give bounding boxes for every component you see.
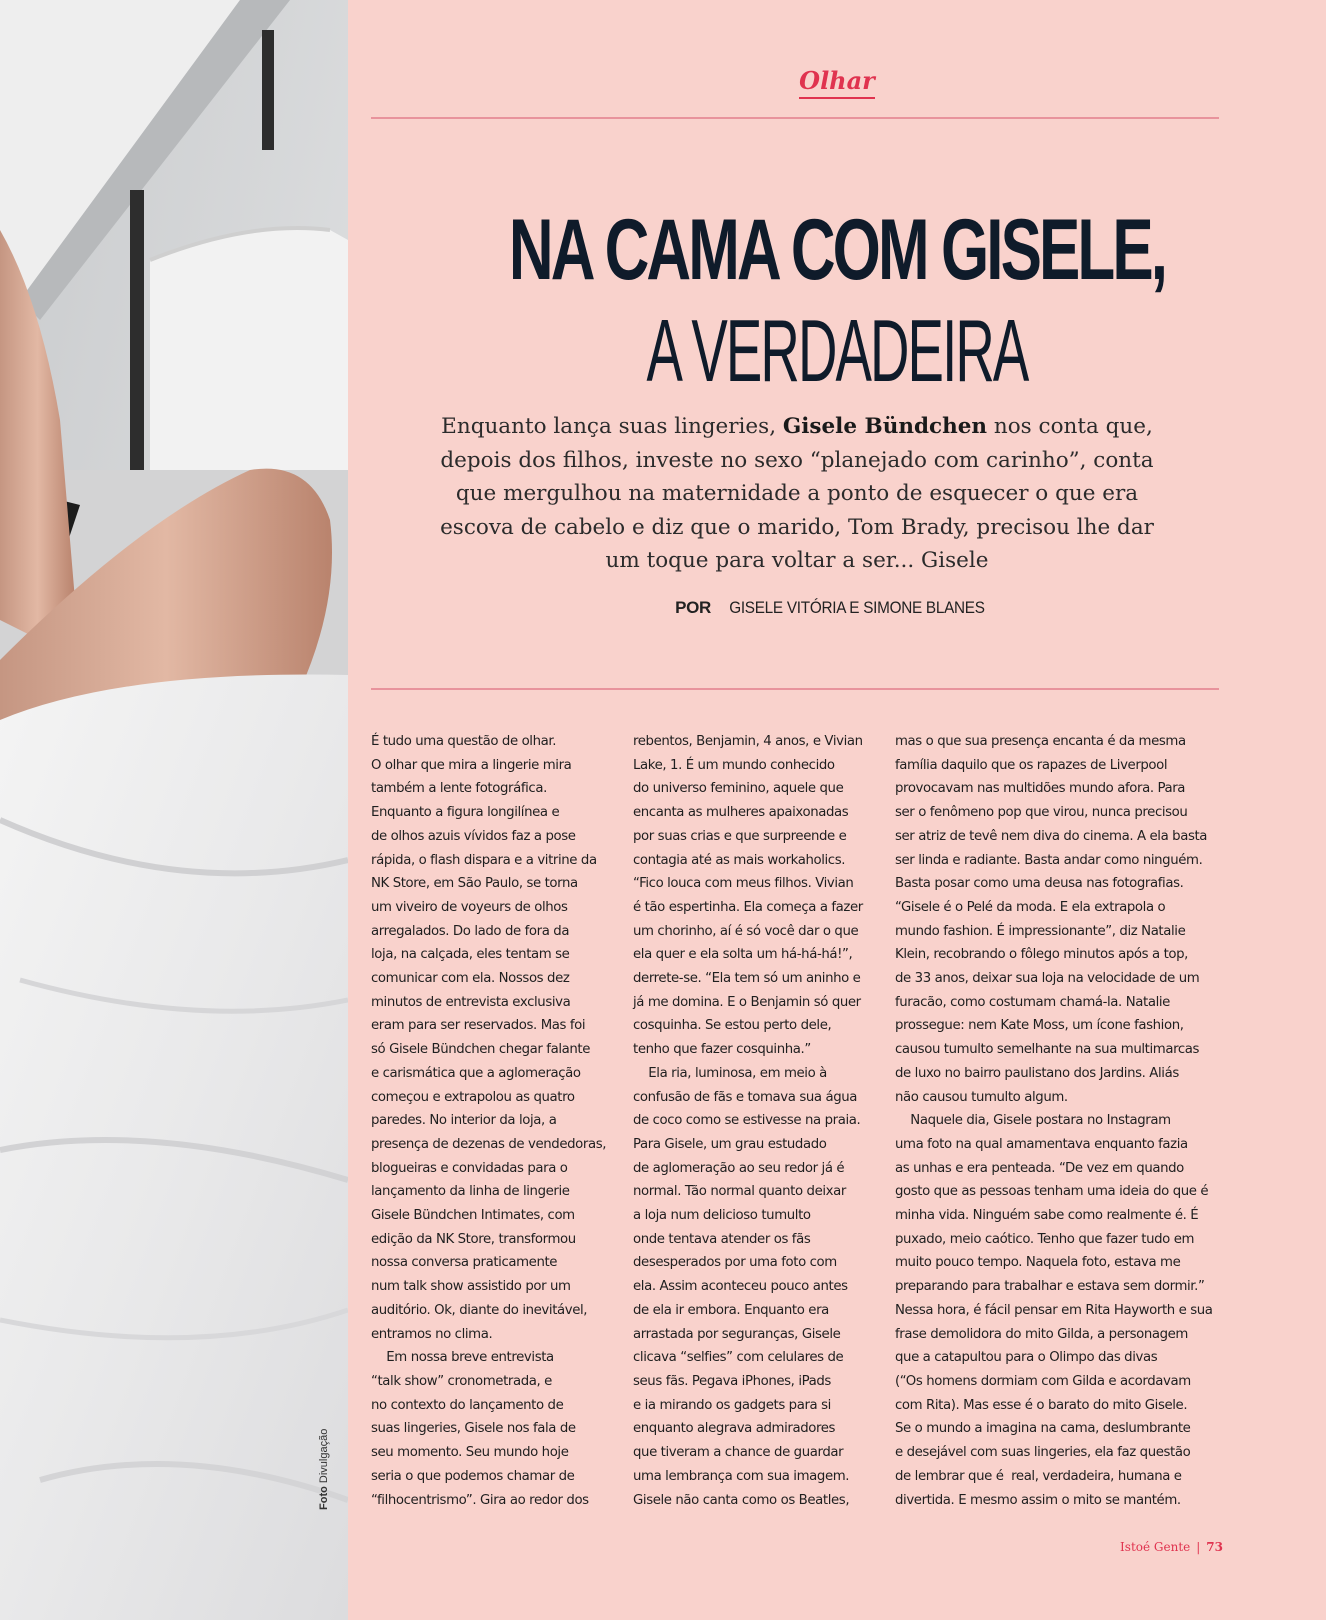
article-dek [423,410,1171,578]
body-line: seus fãs. Pegava iPhones, iPads [633,1373,831,1389]
body-line: e carismática que a aglomeração [371,1065,581,1081]
byline-prefix: POR [675,598,712,617]
body-line: nossa conversa praticamente [371,1255,558,1271]
byline [348,598,1326,618]
body-line: ser atriz de tevê nem diva do cinema. A ela basta [895,828,1208,844]
body-line: Para Gisele, um grau estudado [633,1136,827,1152]
body-line: eram para ser reservados. Mas foi [371,1018,586,1034]
body-line: “Fico louca com meus filhos. Vivian [633,876,854,892]
body-line: rebentos, Benjamin, 4 anos, e Vivian [633,734,863,749]
body-line: (“Os homens dormiam com Gilda e acordavam [895,1373,1191,1389]
body-line: ela quer e ela solta um há-há-há!”, [633,947,853,963]
headline-line-1: NA CAMA COM GISELE, [508,202,1166,298]
dek-intro: Enquanto lança suas lingeries, [441,414,777,439]
body-line: seu momento. Seu mundo hoje [371,1445,569,1461]
body-line: normal. Tão normal quanto deixar [633,1184,846,1200]
body-line: de lembrar que é real, verdadeira, humana e [895,1468,1182,1484]
body-line: uma foto na qual amamentava enquanto fazia [895,1136,1188,1152]
body-line: furacão, como costumam chamá-la. Natalie [895,994,1170,1010]
body-line: ser o fenômeno pop que virou, nunca precisou [895,805,1188,821]
body-line: edição da NK Store, transformou [371,1231,576,1247]
body-line: Enquanto a figura longilínea e [371,805,560,821]
body-line: seria o que podemos chamar de [371,1468,575,1484]
body-line: É tudo uma questão de olhar. [371,734,557,749]
body-line: de ela ir embora. Enquanto era [633,1302,829,1318]
photo-illustration [0,0,348,1620]
headline-line-2: A VERDADEIRA [646,301,1028,400]
body-line: preparando para trabalhar e estava sem dormir.” [895,1279,1205,1295]
body-line: provocavam nas multidões mundo afora. Para [895,781,1186,797]
body-line: por suas crias e que surpreende e [633,828,847,844]
body-line: derrete-se. “Ela tem só um aninho e [633,971,861,987]
body-line: lançamento da linha de lingerie [371,1184,570,1200]
dek-rest: nos conta que, depois dos filhos, investe no sexo “planejado com carinho”, conta que mergulhou na maternidade a ponto de esquecer o que era escova de cabelo e diz que o marido, Tom Brady, precisou lhe dar um toque para voltar a ser... Gisele [440,414,1154,573]
body-line: tenho que fazer cosquinha.” [633,1042,811,1058]
body-line: Klein, recobrando o fôlego minutos após a top, [895,947,1188,963]
body-line: encanta as mulheres apaixonadas [633,805,849,821]
folio-separator: | [1196,1540,1201,1554]
body-line: Ela ria, luminosa, em meio à [633,1065,827,1081]
photo-credit [318,1429,330,1510]
body-line: clicava “selfies” com celulares de [633,1350,844,1366]
body-line: suas lingeries, Gisele nos fala de [371,1421,576,1437]
body-line: com Rita). Mas esse é o barato do mito Gisele. [895,1397,1188,1413]
body-line: blogueiras e convidadas para o [371,1160,568,1176]
body-line: não causou tumulto algum. [895,1089,1068,1105]
body-line: mas o que sua presença encanta é da mesma [895,734,1186,749]
photo-credit-source: Divulgação [318,1428,330,1484]
body-line: Se o mundo a imagina na cama, deslumbrante [895,1421,1191,1437]
body-line: enquanto alegrava admiradores [633,1421,836,1437]
body-line: onde tentava atender os fãs [633,1231,811,1247]
body-line: as unhas e era penteada. “De vez em quando [895,1160,1184,1176]
body-line: ser linda e radiante. Basta andar como ninguém. [895,852,1203,868]
body-line: minha vida. Ninguém sabe como realmente é. É [895,1208,1199,1224]
body-line: uma lembrança com sua imagem. [633,1468,850,1484]
body-column-2 [633,730,873,1512]
byline-authors: GISELE VITÓRIA E SIMONE BLANES [729,598,985,617]
cover-photo [0,0,348,1620]
body-line: um viveiro de voyeurs de olhos [371,899,568,915]
body-column-1 [371,730,611,1512]
body-line: Naquele dia, Gisele postara no Instagram [895,1113,1171,1129]
body-line: “filhocentrismo”. Gira ao redor dos [371,1492,589,1508]
body-line: é tão espertinha. Ela começa a fazer [633,899,863,915]
body-line: puxado, meio caótico. Tenho que fazer tudo em [895,1231,1195,1247]
body-divider [371,688,1219,690]
body-line: mundo fashion. É impressionante”, diz Natalie [895,923,1186,939]
body-line: do universo feminino, aquele que [633,781,844,797]
section-name: Olhar [799,66,875,99]
photo-credit-label: Foto [318,1486,330,1510]
body-line: Em nossa breve entrevista [371,1350,554,1366]
body-line: presença de dezenas de vendedoras, [371,1136,607,1152]
body-line: prossegue: nem Kate Moss, um ícone fashion, [895,1018,1184,1034]
body-line: loja, na calçada, eles tentam se [371,947,570,963]
dek-bold-name: Gisele Bündchen [782,414,988,439]
body-line: que tiveram a chance de guardar [633,1445,844,1461]
body-line: rápida, o flash dispara e a vitrine da [371,852,597,868]
body-line: de coco como se estivesse na praia. [633,1113,861,1129]
body-line: muito pouco tempo. Naquela foto, estava me [895,1255,1181,1271]
body-line: só Gisele Bündchen chegar falante [371,1042,590,1058]
body-line: cosquinha. Se estou perto dele, [633,1018,832,1034]
body-line: Gisele Bündchen Intimates, com [371,1208,575,1224]
body-line: “Gisele é o Pelé da moda. E ela extrapola o [895,899,1166,915]
body-line: também a lente fotográfica. [371,781,547,797]
body-line: “talk show” cronometrada, e [371,1373,552,1389]
body-line: arregalados. Do lado de fora da [371,923,570,939]
body-line: frase demolidora do mito Gilda, a personagem [895,1326,1188,1342]
folio-magazine: Istoé Gente [1120,1540,1191,1554]
body-line: causou tumulto semelhante na sua multimarcas [895,1042,1200,1058]
body-line: arrastada por seguranças, Gisele [633,1326,841,1342]
body-line: de 33 anos, deixar sua loja na velocidade de um [895,971,1200,987]
body-line: Nessa hora, é fácil pensar em Rita Hayworth e sua [895,1302,1213,1318]
body-line: comunicar com ela. Nossos dez [371,971,570,987]
body-line: de olhos azuis vívidos faz a pose [371,828,576,844]
section-label [348,66,1326,95]
body-line: Gisele não canta como os Beatles, [633,1492,850,1508]
body-line: família daquilo que os rapazes de Liverpool [895,757,1168,773]
body-line: divertida. E mesmo assim o mito se mantém. [895,1492,1181,1508]
page-number: 73 [1206,1540,1223,1554]
body-line: e ia mirando os gadgets para si [633,1397,831,1413]
body-line: ela. Assim aconteceu pouco antes [633,1279,848,1295]
body-line: começou e extrapolou as quatro [371,1089,575,1105]
body-line: NK Store, em São Paulo, se torna [371,876,578,892]
page-folio [1120,1540,1223,1554]
article-page [348,0,1326,1620]
body-line: e desejável com suas lingeries, ela faz questão [895,1445,1191,1461]
body-line: Lake, 1. É um mundo conhecido [633,757,835,773]
body-line: Basta posar como uma deusa nas fotografias. [895,876,1184,892]
body-line: no contexto do lançamento de [371,1397,564,1413]
body-line: contagia até as mais workaholics. [633,852,846,868]
body-line: de aglomeração ao seu redor já é [633,1160,845,1176]
body-line: gosto que as pessoas tenham uma ideia do que é [895,1184,1209,1200]
body-column-3 [895,730,1213,1512]
body-line: a loja num delicioso tumulto [633,1208,811,1224]
body-line: confusão de fãs e tomava sua água [633,1089,858,1105]
top-divider [371,117,1219,119]
body-line: paredes. No interior da loja, a [371,1113,557,1129]
body-line: desesperados por uma foto com [633,1255,837,1271]
body-line: um chorinho, aí é só você dar o que [633,923,859,939]
body-line: que a catapultou para o Olimpo das divas [895,1350,1158,1366]
body-line: já me domina. E o Benjamin só quer [633,994,861,1010]
body-line: num talk show assistido por um [371,1279,571,1295]
body-line: de luxo no bairro paulistano dos Jardins. Aliás [895,1065,1179,1081]
body-line: minutos de entrevista exclusiva [371,994,571,1010]
body-line: O olhar que mira a lingerie mira [371,757,572,773]
body-line: auditório. Ok, diante do inevitável, [371,1302,588,1318]
body-line: entramos no clima. [371,1326,493,1342]
